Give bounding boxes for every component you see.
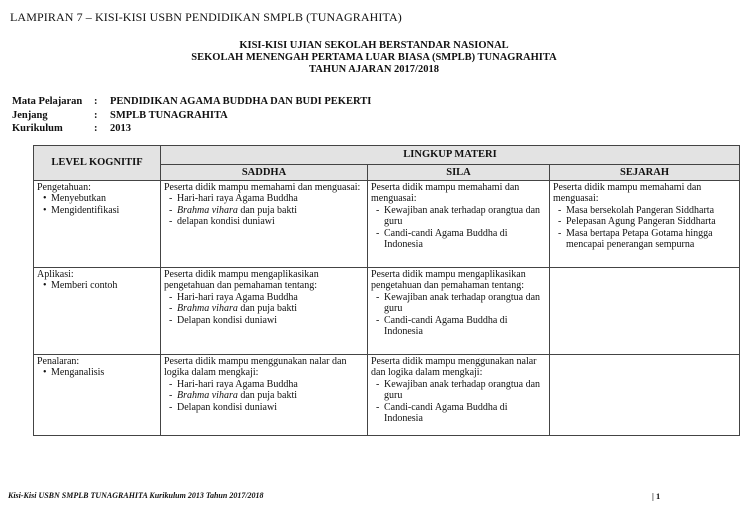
list-item: • Menyebutkan bbox=[43, 193, 106, 205]
meta-row-level: Jenjang : SMPLB TUNAGRAHITA bbox=[12, 110, 371, 122]
list-item: - Masa bertapa Petapa Gotama hingga mencapai penerangan sempurna bbox=[558, 227, 713, 251]
list-item: • Memberi contoh bbox=[43, 280, 118, 292]
sejarah-cell bbox=[550, 268, 740, 355]
sila-cell bbox=[368, 355, 550, 436]
cell-intro: Peserta didik mampu mengaplikasikan pengetahuan dan pemahaman tentang: bbox=[164, 269, 319, 292]
saddha-cell bbox=[161, 355, 368, 436]
meta-row-subject: Mata Pelajaran : PENDIDIKAN AGAMA BUDDHA DAN BUDI PEKERTI bbox=[12, 96, 372, 107]
level-label: Penalaran: bbox=[37, 356, 80, 367]
sila-cell bbox=[368, 181, 550, 268]
table-row bbox=[34, 268, 740, 355]
column-header-sejarah: SEJARAH bbox=[550, 165, 740, 181]
heading-line-1: KISI-KISI UJIAN SEKOLAH BERSTANDAR NASIONAL bbox=[239, 40, 509, 51]
list-item: • Menganalisis bbox=[43, 367, 105, 379]
meta-value: SMPLB TUNAGRAHITA bbox=[110, 109, 228, 121]
list-item: - Hari-hari raya Agama Buddha bbox=[169, 291, 298, 303]
footer-text: Kisi-Kisi USBN SMPLB TUNAGRAHITA Kurikulum 2013 Tahun 2017/2018 bbox=[8, 491, 264, 500]
table-row bbox=[34, 181, 740, 268]
list-item: - Candi-candi Agama Buddha di Indonesia bbox=[376, 314, 508, 338]
meta-key: Kurikulum bbox=[12, 123, 63, 134]
kisi-kisi-table bbox=[33, 145, 740, 436]
meta-row-curriculum: Kurikulum : 2013 bbox=[12, 123, 371, 135]
saddha-cell bbox=[161, 181, 368, 268]
table-row bbox=[34, 355, 740, 436]
list-item: - Kewajiban anak terhadap orangtua dan guru bbox=[376, 291, 541, 315]
list-item: - Masa bersekolah Pangeran Siddharta bbox=[558, 204, 715, 216]
list-item: - Hari-hari raya Agama Buddha bbox=[169, 378, 298, 390]
list-item: - Brahma vihara dan puja bakti bbox=[169, 204, 297, 216]
level-label: Aplikasi: bbox=[37, 269, 74, 280]
sejarah-cell bbox=[550, 355, 740, 436]
level-cell bbox=[34, 181, 161, 268]
list-item: - Kewajiban anak terhadap orangtua dan guru bbox=[376, 204, 541, 228]
meta-value: PENDIDIKAN AGAMA BUDDHA DAN BUDI PEKERTI bbox=[110, 96, 372, 107]
cell-intro: Peserta didik mampu memahami dan menguasai: bbox=[164, 182, 361, 193]
list-item: - Pelepasan Agung Pangeran Siddharta bbox=[558, 216, 716, 228]
meta-key: Mata Pelajaran bbox=[12, 96, 83, 107]
column-header-sila: SILA bbox=[368, 165, 550, 181]
list-item: - Candi-candi Agama Buddha di Indonesia bbox=[376, 401, 508, 425]
cell-intro: Peserta didik mampu menggunakan nalar dan logika dalam mengkaji: bbox=[371, 356, 537, 379]
level-header: LEVEL KOGNITIF bbox=[34, 146, 161, 181]
list-item: - Delapan kondisi duniawi bbox=[169, 314, 277, 326]
level-label: Pengetahuan: bbox=[37, 182, 91, 193]
subject-metadata bbox=[10, 94, 373, 137]
cell-intro: Peserta didik mampu memahami dan menguasai: bbox=[553, 182, 702, 205]
list-item: - delapan kondisi duniawi bbox=[169, 216, 275, 228]
list-item: - Brahma vihara dan puja bakti bbox=[169, 303, 297, 315]
level-cell bbox=[34, 355, 161, 436]
sejarah-cell bbox=[550, 181, 740, 268]
list-item: - Brahma vihara dan puja bakti bbox=[169, 390, 297, 402]
appendix-title: LAMPIRAN 7 – KISI-KISI USBN PENDIDIKAN SMPLB (TUNAGRAHITA) bbox=[10, 10, 402, 24]
cell-intro: Peserta didik mampu mengaplikasikan pengetahuan dan pemahaman tentang: bbox=[371, 269, 526, 292]
saddha-cell bbox=[161, 268, 368, 355]
level-cell bbox=[34, 268, 161, 355]
list-item: - Delapan kondisi duniawi bbox=[169, 401, 277, 413]
heading-line-3: TAHUN AJARAN 2017/2018 bbox=[309, 64, 439, 75]
column-header-saddha: SADDHA bbox=[161, 165, 368, 181]
page-number: | 1 bbox=[652, 491, 661, 501]
heading-line-2: SEKOLAH MENENGAH PERTAMA LUAR BIASA (SMPLB) TUNAGRAHITA bbox=[191, 52, 557, 63]
cell-intro: Peserta didik mampu memahami dan menguasai: bbox=[371, 182, 520, 205]
scope-header: LINGKUP MATERI bbox=[161, 146, 740, 165]
sila-cell bbox=[368, 268, 550, 355]
meta-value: 2013 bbox=[110, 123, 131, 134]
list-item: • Mengidentifikasi bbox=[43, 204, 120, 216]
list-item: - Kewajiban anak terhadap orangtua dan guru bbox=[376, 378, 541, 402]
cell-intro: Peserta didik mampu menggunakan nalar dan logika dalam mengkaji: bbox=[164, 356, 347, 379]
document-heading bbox=[0, 40, 748, 76]
list-item: - Candi-candi Agama Buddha di Indonesia bbox=[376, 227, 508, 251]
list-item: - Hari-hari raya Agama Buddha bbox=[169, 193, 298, 205]
meta-key: Jenjang bbox=[12, 109, 48, 121]
